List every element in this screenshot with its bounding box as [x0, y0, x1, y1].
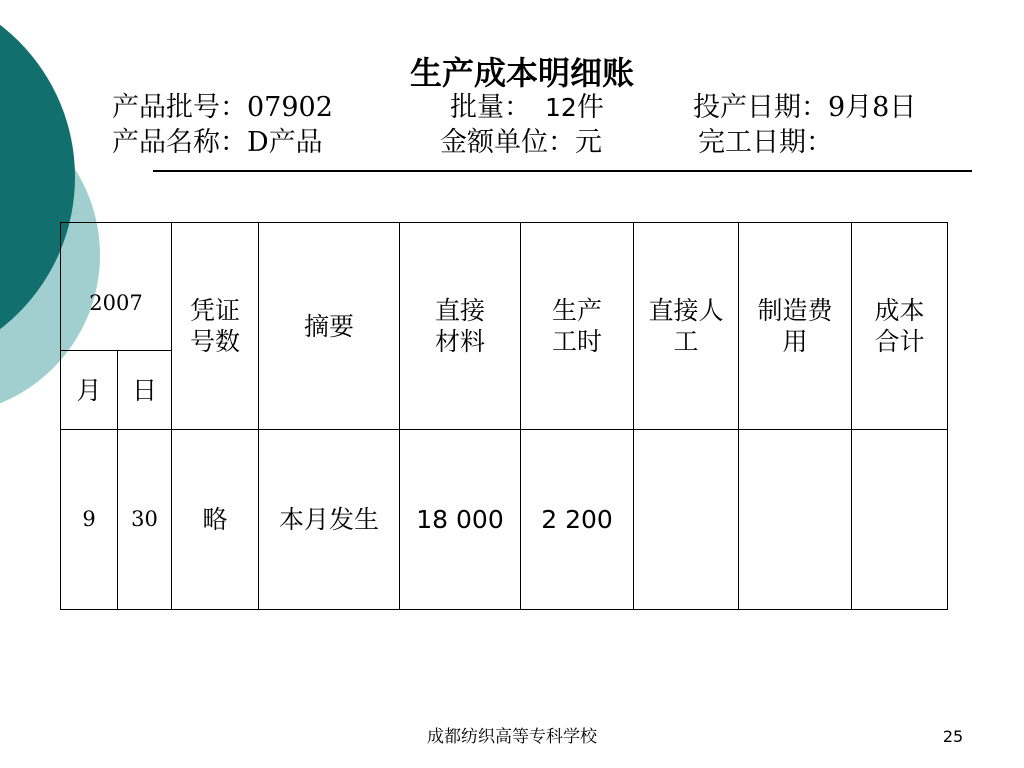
cell-manufacturing-overhead	[739, 430, 852, 610]
header-line: 凭证	[190, 296, 241, 325]
column-header-production-hours	[521, 223, 634, 430]
batch-quantity	[450, 93, 604, 123]
batch-quantity-unit: 件	[576, 92, 604, 123]
header-divider	[153, 170, 972, 172]
header-line: 工	[673, 327, 699, 356]
header-line: 合计	[874, 327, 925, 356]
header-line: 用	[782, 327, 808, 356]
column-header-manufacturing-overhead	[739, 223, 852, 430]
production-start-date: 投产日期：9月8日	[693, 92, 917, 123]
column-header-voucher-no	[172, 223, 259, 430]
month-header: 月	[61, 351, 118, 430]
cell-total-cost	[852, 430, 948, 610]
cell-direct-labor	[634, 430, 739, 610]
year-header: 2007	[61, 223, 172, 351]
footer-school-name: 成都纺织高等专科学校	[427, 727, 597, 747]
column-header-summary	[259, 223, 400, 430]
header-line: 制造费	[757, 296, 833, 325]
column-header-direct-materials	[400, 223, 521, 430]
header-line: 材料	[435, 327, 486, 356]
ledger-header-row	[61, 223, 948, 351]
cell-month: 9	[61, 430, 118, 610]
table-row	[61, 430, 948, 610]
cell-summary: 本月发生	[259, 430, 400, 610]
page-number: 25	[942, 727, 964, 746]
cell-day: 30	[118, 430, 172, 610]
header-line: 直接人	[648, 296, 724, 325]
header-line: 生产	[552, 296, 603, 325]
column-header-direct-labor	[634, 223, 739, 430]
cell-production-hours: 2 200	[521, 430, 634, 610]
cell-direct-materials: 18 000	[400, 430, 521, 610]
batch-quantity-value: 12	[545, 93, 577, 122]
product-name: 产品名称：D产品	[112, 127, 323, 158]
batch-quantity-label: 批量：	[450, 92, 531, 123]
slide-title: 生产成本明细账	[409, 54, 634, 92]
amount-unit: 金额单位：元	[440, 127, 602, 158]
product-batch-number: 产品批号：07902	[112, 92, 333, 123]
cell-voucher-no: 略	[172, 430, 259, 610]
cost-ledger-table	[60, 222, 948, 610]
header-line: 工时	[552, 327, 603, 356]
header-line: 号数	[190, 327, 241, 356]
header-line: 摘要	[304, 311, 355, 341]
header-line: 成本	[874, 296, 925, 325]
completion-date: 完工日期：	[698, 127, 833, 158]
header-line: 直接	[435, 296, 486, 325]
column-header-total-cost	[852, 223, 948, 430]
day-header: 日	[118, 351, 172, 430]
